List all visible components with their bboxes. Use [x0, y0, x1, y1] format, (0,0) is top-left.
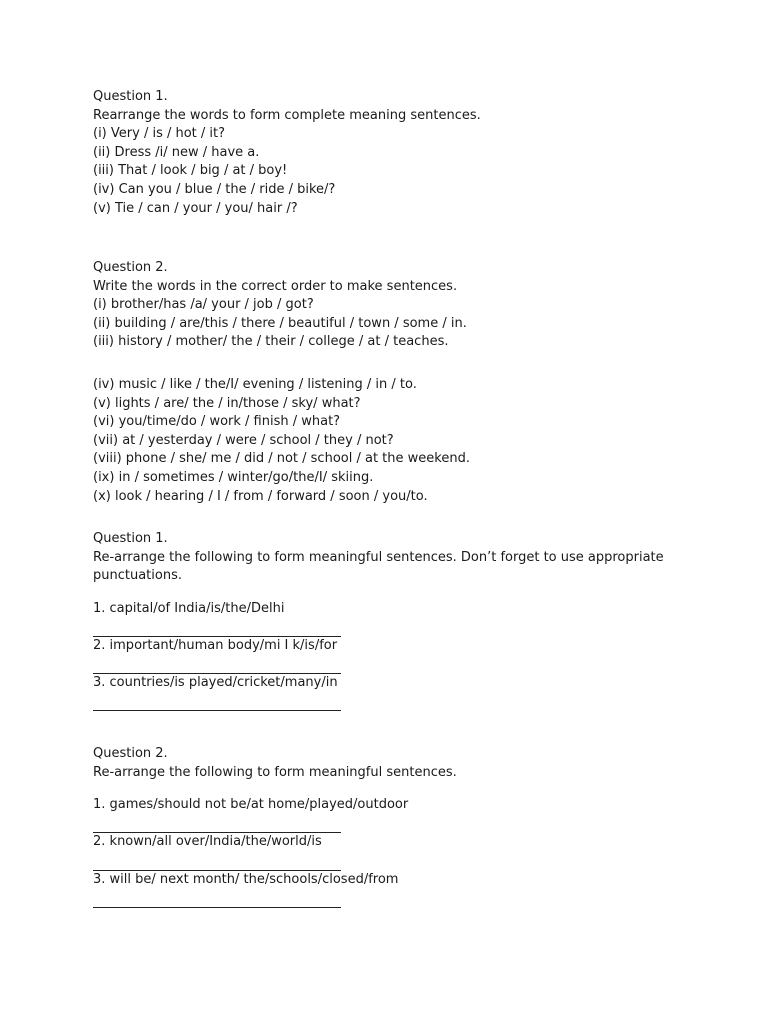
question-1-section: [93, 88, 683, 218]
question-instruction: Rearrange the words to form complete meaning sentences.: [93, 107, 481, 123]
question-item: 1. capital/of India/is/the/Delhi: [93, 600, 285, 616]
question-instruction: Re-arrange the following to form meaningful sentences.: [93, 764, 457, 780]
question-item: 1. games/should not be/at home/played/outdoor: [93, 797, 409, 813]
answer-line[interactable]: [93, 656, 341, 675]
answer-line[interactable]: [93, 815, 341, 834]
question-instruction: Re-arrange the following to form meaningful sentences. Don’t forget to use appropriate punctuations.: [93, 549, 664, 584]
answer-line[interactable]: [93, 889, 341, 908]
question-item: (ii) Dress /i/ new / have a.: [93, 144, 260, 160]
question-item: (x) look / hearing / I / from / forward / soon / you/to.: [93, 488, 428, 504]
question-heading: Question 1.: [93, 89, 168, 104]
question-item: (iii) That / look / big / at / boy!: [93, 163, 288, 179]
answer-line[interactable]: [93, 852, 341, 871]
question-3-section: [93, 530, 683, 711]
question-item: (ix) in / sometimes / winter/go/the/I/ skiing.: [93, 469, 374, 485]
question-item: (i) brother/has /a/ your / job / got?: [93, 297, 314, 313]
question-instruction: Write the words in the correct order to make sentences.: [93, 278, 458, 294]
question-heading: Question 1.: [93, 531, 168, 546]
question-item: (iv) music / like / the/I/ evening / listening / in / to.: [93, 377, 417, 392]
spacer: [93, 782, 683, 796]
question-2-section-continued: [93, 376, 683, 506]
question-heading: Question 2.: [93, 746, 168, 761]
question-item: 3. countries/is played/cricket/many/in: [93, 675, 338, 691]
question-item: 2. important/human body/mi I k/is/for: [93, 637, 338, 653]
question-item: (iv) Can you / blue / the / ride / bike/?: [93, 181, 336, 197]
question-heading: Question 2.: [93, 260, 168, 275]
spacer: [93, 586, 683, 600]
question-2-section: [93, 259, 683, 352]
question-item: (ii) building / are/this / there / beautiful / town / some / in.: [93, 315, 467, 331]
question-item: (v) lights / are/ the / in/those / sky/ what?: [93, 395, 361, 411]
answer-line[interactable]: [93, 618, 341, 637]
question-4-section: [93, 745, 683, 908]
answer-line[interactable]: [93, 693, 341, 712]
question-item: (i) Very / is / hot / it?: [93, 126, 226, 142]
question-item: (v) Tie / can / your / you/ hair /?: [93, 200, 298, 216]
question-item: (vi) you/time/do / work / finish / what?: [93, 414, 341, 430]
question-item: (vii) at / yesterday / were / school / they / not?: [93, 432, 394, 448]
question-item: (iii) history / mother/ the / their / college / at / teaches.: [93, 334, 449, 350]
question-item: (viii) phone / she/ me / did / not / school / at the weekend.: [93, 451, 470, 467]
question-item: 2. known/all over/India/the/world/is: [93, 834, 322, 850]
question-item: 3. will be/ next month/ the/schools/closed/from: [93, 871, 399, 887]
